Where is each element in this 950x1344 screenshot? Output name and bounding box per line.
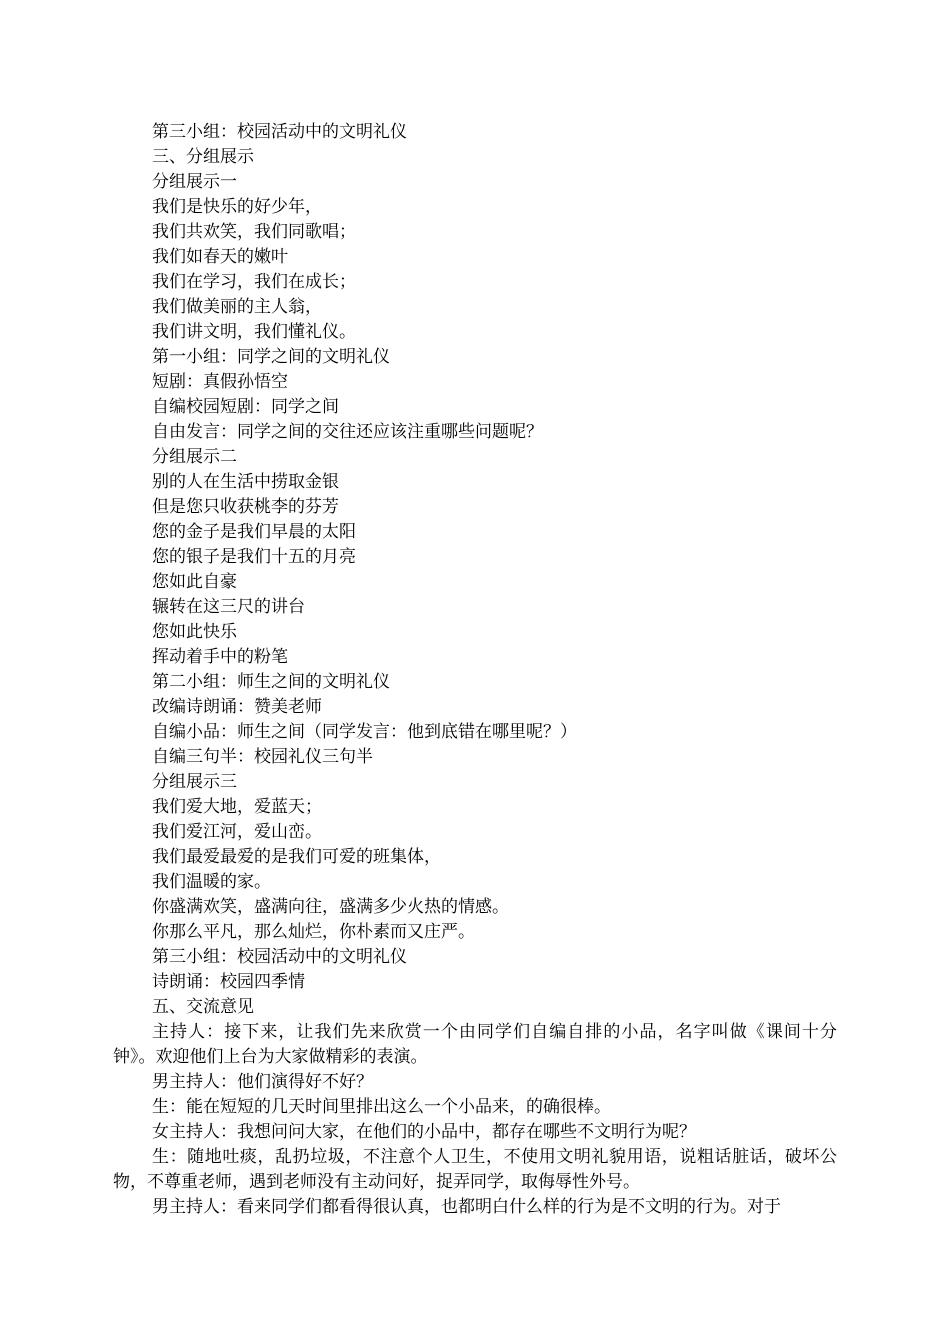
dialogue-paragraph: 生：能在短短的几天时间里排出这么一个小品来，的确很棒。 bbox=[152, 1097, 611, 1117]
subsection-heading: 分组展示二 bbox=[152, 447, 237, 467]
poem-line: 我们爱江河，爱山峦。 bbox=[152, 822, 322, 842]
poem-line: 我们是快乐的好少年， bbox=[152, 197, 322, 217]
poem-line: 我们温暖的家。 bbox=[152, 872, 271, 892]
group-heading: 第二小组：师生之间的文明礼仪 bbox=[152, 672, 390, 692]
program-item: 诗朗诵：校园四季情 bbox=[152, 972, 305, 992]
program-item: 改编诗朗诵：赞美老师 bbox=[152, 697, 322, 717]
dialogue-paragraph: 生：随地吐痰，乱扔垃圾，不注意个人卫生，不使用文明礼貌用语，说粗话脏话，破坏公物，不尊重老师，遇到老师没有主动问好，捉弄同学，取侮辱性外号。 bbox=[113, 1147, 837, 1192]
subsection-heading: 分组展示一 bbox=[152, 172, 237, 192]
poem-line: 别的人在生活中捞取金银 bbox=[152, 472, 339, 492]
program-item: 短剧：真假孙悟空 bbox=[152, 372, 288, 392]
group-heading: 第三小组：校园活动中的文明礼仪 bbox=[152, 947, 407, 967]
poem-line: 我们共欢笑，我们同歌唱； bbox=[152, 222, 356, 242]
poem-line: 我们做美丽的主人翁， bbox=[152, 297, 322, 317]
poem-line: 您的金子是我们早晨的太阳 bbox=[152, 522, 356, 542]
subsection-heading: 分组展示三 bbox=[152, 772, 237, 792]
section-heading: 三、分组展示 bbox=[152, 147, 254, 167]
dialogue-paragraph: 男主持人：看来同学们都看得很认真，也都明白什么样的行为是不文明的行为。对于 bbox=[152, 1197, 781, 1217]
dialogue-paragraph: 男主持人：他们演得好不好？ bbox=[152, 1072, 373, 1092]
poem-line: 我们在学习，我们在成长； bbox=[152, 272, 356, 292]
poem-line: 你盛满欢笑，盛满向往，盛满多少火热的情感。 bbox=[152, 897, 509, 917]
poem-line: 您如此快乐 bbox=[152, 622, 237, 642]
poem-line: 我们爱大地，爱蓝天； bbox=[152, 797, 322, 817]
dialogue-paragraph: 主持人：接下来，让我们先来欣赏一个由同学们自编自排的小品，名字叫做《课间十分钟》。欢迎他们上台为大家做精彩的表演。 bbox=[113, 1022, 837, 1067]
poem-line: 挥动着手中的粉笔 bbox=[152, 647, 288, 667]
dialogue-paragraph: 女主持人：我想问问大家，在他们的小品中，都存在哪些不文明行为呢？ bbox=[152, 1122, 696, 1142]
group-heading: 第一小组：同学之间的文明礼仪 bbox=[152, 347, 390, 367]
document-body bbox=[113, 120, 837, 1220]
program-item: 自编小品：师生之间（同学发言：他到底错在哪里呢？） bbox=[152, 722, 577, 742]
text-line: 第三小组：校园活动中的文明礼仪 bbox=[152, 122, 407, 142]
poem-line: 您如此自豪 bbox=[152, 572, 237, 592]
poem-line: 您的银子是我们十五的月亮 bbox=[152, 547, 356, 567]
section-heading: 五、交流意见 bbox=[152, 997, 254, 1017]
program-item: 自编三句半：校园礼仪三句半 bbox=[152, 747, 373, 767]
program-item: 自由发言：同学之间的交往还应该注重哪些问题呢？ bbox=[152, 422, 543, 442]
poem-line: 辗转在这三尺的讲台 bbox=[152, 597, 305, 617]
program-item: 自编校园短剧：同学之间 bbox=[152, 397, 339, 417]
poem-line: 你那么平凡，那么灿烂，你朴素而又庄严。 bbox=[152, 922, 475, 942]
poem-line: 我们讲文明，我们懂礼仪。 bbox=[152, 322, 356, 342]
poem-line: 我们最爱最爱的是我们可爱的班集体， bbox=[152, 847, 441, 867]
poem-line: 我们如春天的嫩叶 bbox=[152, 247, 288, 267]
poem-line: 但是您只收获桃李的芬芳 bbox=[152, 497, 339, 517]
